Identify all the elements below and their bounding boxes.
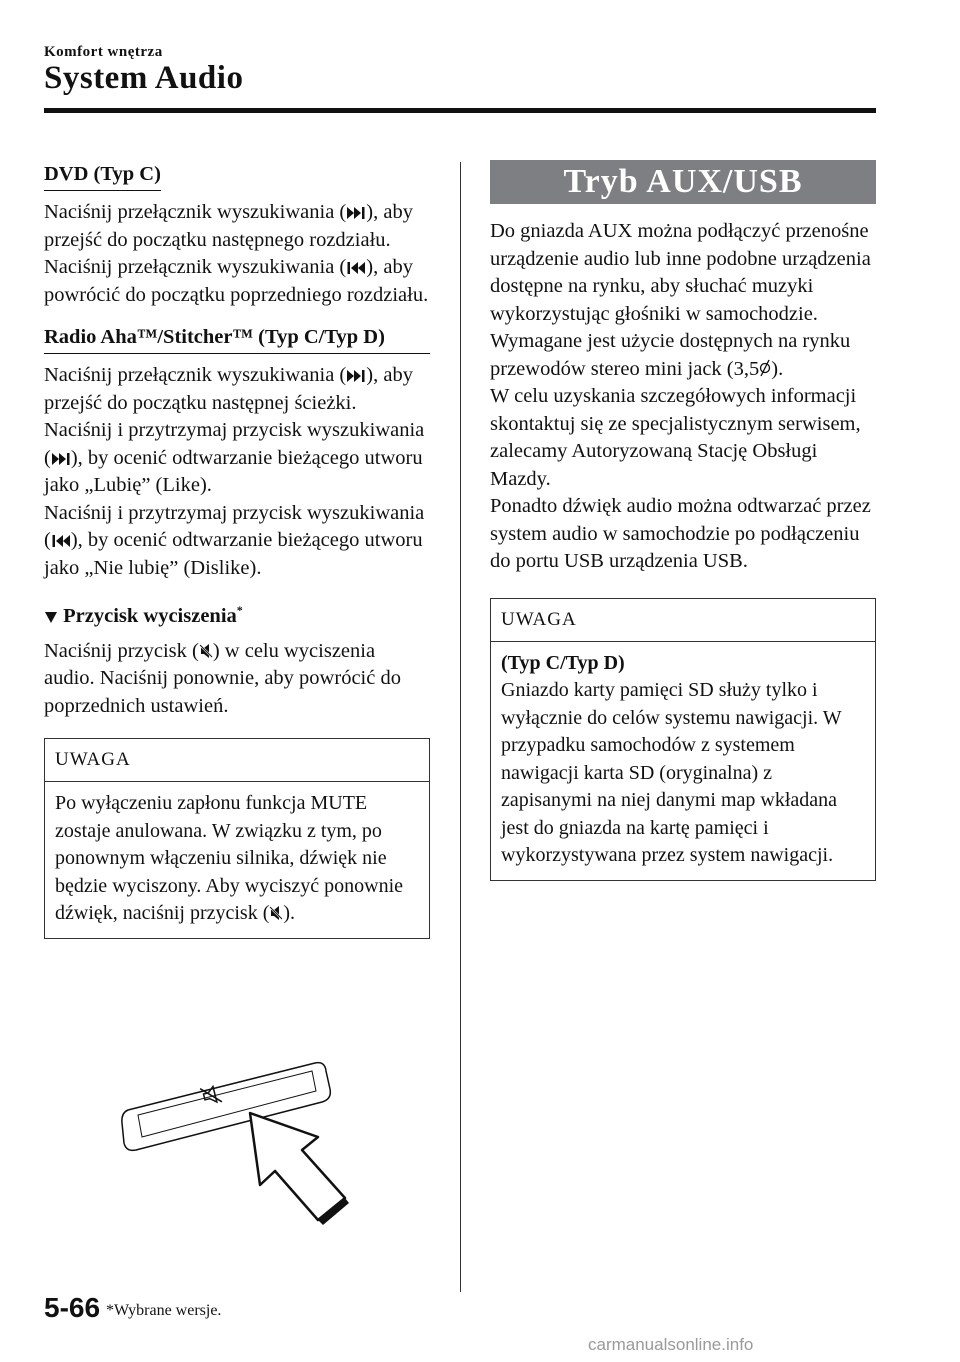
note-body-text-a: Po wyłączeniu zapłonu funkcja MUTE zostaje anulowana. W związku z tym, po ponownym włączeniu silnika, dźwięk nie będzie wyciszony. Aby wyciszyć ponownie dźwięk, naciśnij przycisk (: [55, 792, 404, 925]
aux-p2-text-a: Wymagane jest użycie dostępnych na rynku przewodów stereo mini jack (3,5: [490, 330, 851, 380]
aux-paragraph-4: Ponadto dźwięk audio można odtwarzać przez system audio w samochodzie po podłączeniu do portu USB urządzenia USB.: [490, 495, 871, 572]
note-subheading: (Typ C/Typ D): [501, 651, 625, 674]
dvd-heading: DVD (Typ C): [44, 160, 161, 191]
triangle-bullet-icon: [44, 610, 58, 624]
note-body-text: Gniazdo karty pamięci SD służy tylko i wyłącznie do celów systemu nawigacji. W przypadku samochodów z systemem nawigacji karta SD (oryginalna) z zapisanymi na niej danymi map wkładana jest do gniazda na kartę pamięci i wykorzystywana przez system nawigacji.: [501, 679, 842, 866]
aux-paragraph-1: Do gniazda AUX można podłączyć przenośne urządzenie audio lub inne podobne urządzenia dostępne na rynku, aby słuchać muzyki wykorzystując głośniki w samochodzie.: [490, 220, 871, 325]
skip-forward-icon: [346, 206, 366, 220]
mute-p-text-a: Naciśnij przycisk (: [44, 639, 199, 662]
note-body: [45, 782, 429, 938]
note-box-sd: [490, 598, 876, 881]
dvd-p2-text-b: ), aby powrócić do początku poprzedniego rozdziału.: [44, 256, 429, 306]
page-number: 5-66: [44, 1292, 101, 1323]
mute-button-illustration: [120, 1055, 370, 1225]
skip-back-icon: [346, 261, 366, 275]
footnote: *Wybrane wersje.: [106, 1302, 222, 1319]
radio-heading: Radio Aha™/Stitcher™ (Typ C/Typ D): [44, 323, 430, 354]
radio-p1-text-a: Naciśnij przełącznik wyszukiwania (: [44, 364, 347, 386]
radio-p2-text-a: Naciśnij i przytrzymaj przycisk wyszukiwania (: [44, 419, 425, 469]
page-title: System Audio: [44, 60, 244, 96]
note-title: UWAGA: [491, 599, 875, 642]
mute-heading: [44, 596, 430, 630]
aux-paragraph-3: W celu uzyskania szczegółowych informacji skontaktuj się ze specjalistycznym serwisem, zalecamy Autoryzowaną Stację Obsługi Mazdy.: [490, 385, 861, 490]
note-box-mute: [44, 738, 430, 939]
aux-paragraph-2: [490, 328, 876, 383]
skip-forward-icon: [51, 452, 71, 466]
mute-icon: [269, 905, 283, 921]
mute-heading-text: Przycisk wyciszenia: [63, 604, 237, 627]
mute-paragraph: [44, 638, 430, 721]
dvd-p1-text-b: ), aby przejść do początku następnego rozdziału.: [44, 201, 413, 251]
skip-forward-icon: [346, 369, 366, 383]
mute-icon: [199, 643, 213, 659]
diameter-icon: [759, 359, 771, 377]
radio-p2-text-b: ), by ocenić odtwarzanie bieżącego utworu jako „Lubię” (Like).: [44, 446, 423, 496]
optional-star: *: [236, 603, 243, 617]
mute-p-text-b: ) w celu wyciszenia audio. Naciśnij ponownie, aby powrócić do poprzednich ustawień.: [44, 639, 401, 717]
dvd-p1-text-a: Naciśnij przełącznik wyszukiwania (: [44, 201, 347, 223]
aux-p2-text-b: ).: [771, 357, 784, 380]
note-body-text-b: ).: [283, 902, 296, 925]
note-body: [491, 642, 875, 880]
skip-back-icon: [51, 534, 71, 548]
radio-p3-text-a: Naciśnij i przytrzymaj przycisk wyszukiwania (: [44, 501, 425, 551]
left-column: [44, 160, 430, 939]
section-label: Komfort wnętrza: [44, 44, 163, 60]
right-column: [490, 160, 876, 881]
dvd-p2-text-a: Naciśnij przełącznik wyszukiwania (: [44, 256, 347, 278]
note-title: UWAGA: [45, 739, 429, 782]
dvd-paragraph-prev: [44, 254, 430, 309]
header-rule: [44, 108, 876, 113]
watermark: carmanualsonline.info: [588, 1335, 754, 1354]
radio-paragraph-like: [44, 417, 430, 500]
section-banner: Tryb AUX/USB: [490, 160, 876, 204]
column-divider: [460, 162, 461, 1292]
radio-p1-text-b: ), aby przejść do początku następnej ścieżki.: [44, 364, 413, 414]
dvd-paragraph-next: [44, 199, 430, 254]
radio-paragraph-next: [44, 362, 430, 417]
radio-paragraph-dislike: [44, 500, 430, 583]
radio-p3-text-b: ), by ocenić odtwarzanie bieżącego utworu jako „Nie lubię” (Dislike).: [44, 529, 423, 579]
